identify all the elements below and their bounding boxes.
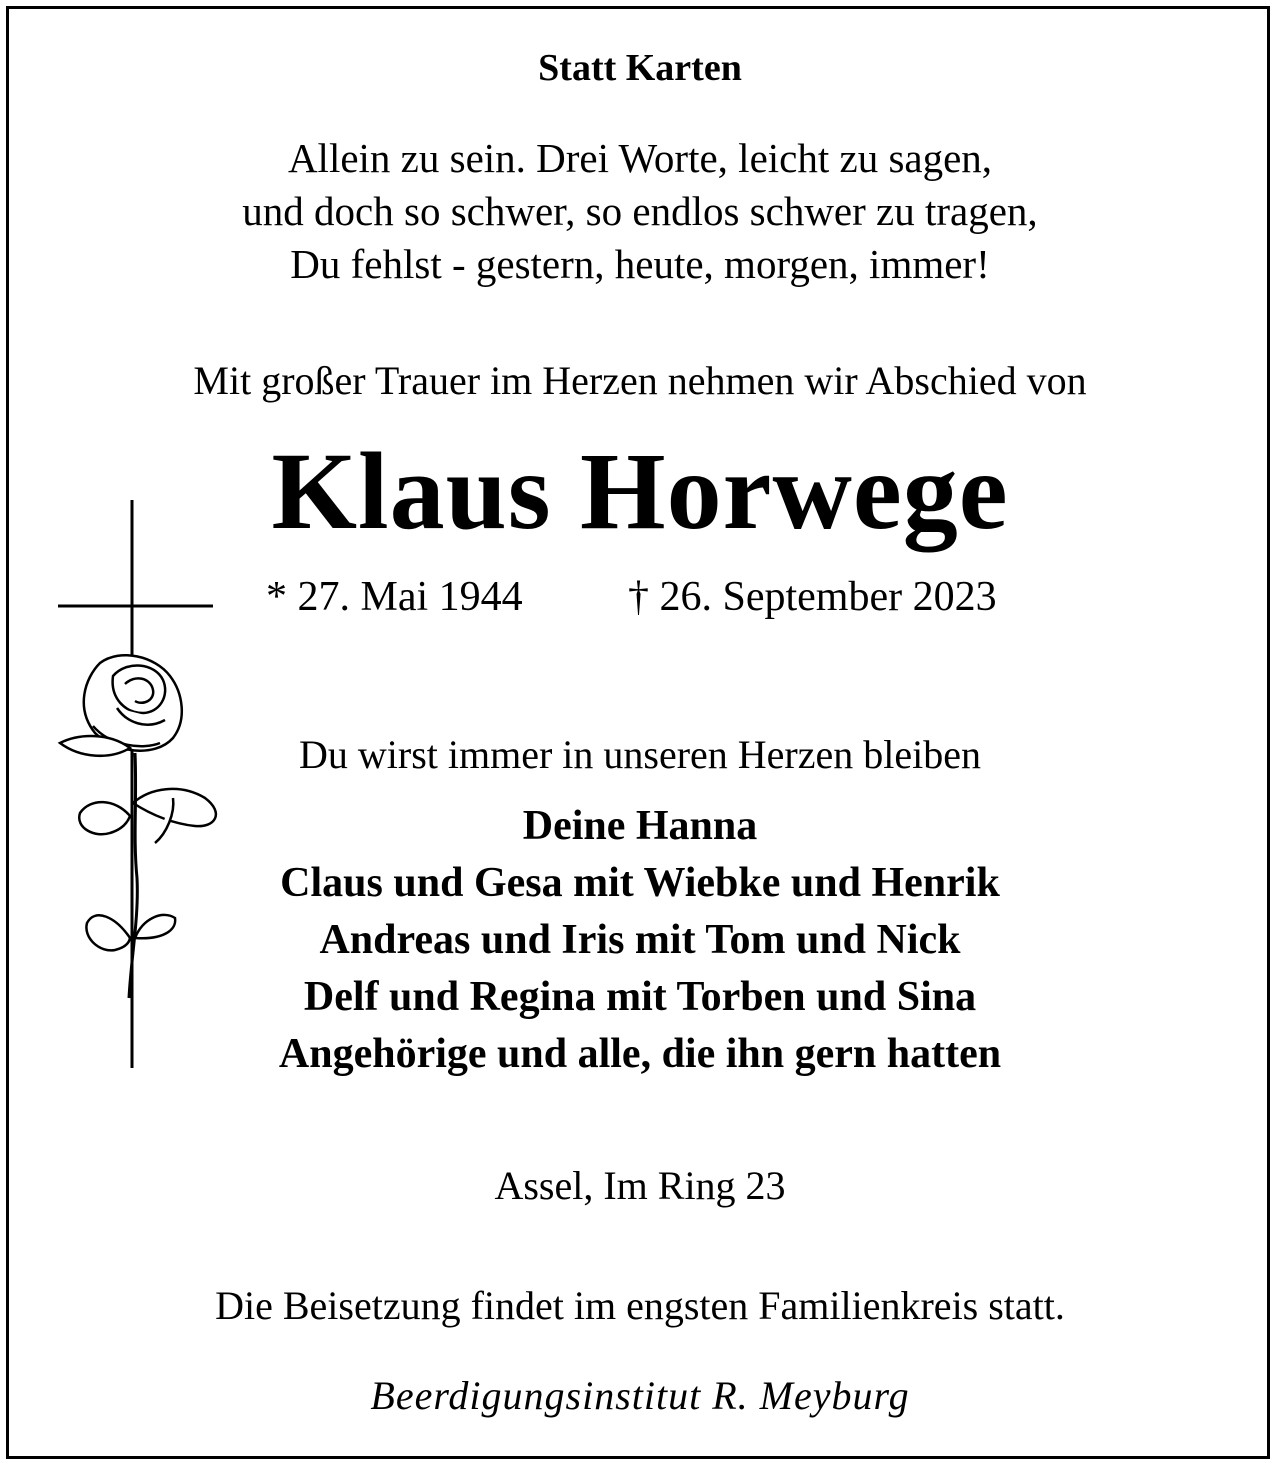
mourner-line: Angehörige und alle, die ihn gern hatten xyxy=(278,1031,1002,1077)
remember-line: Du wirst immer in unseren Herzen bleiben xyxy=(298,732,981,777)
poem-line: Allein zu sein. Drei Worte, leicht zu sagen, xyxy=(287,135,993,181)
death-date: † 26. September 2023 xyxy=(628,574,997,620)
mourner-line: Delf und Regina mit Torben und Sina xyxy=(303,974,977,1020)
farewell-intro: Mit großer Trauer im Herzen nehmen wir Abschied von xyxy=(193,358,1087,403)
mourner-line: Claus und Gesa mit Wiebke und Henrik xyxy=(280,860,1000,906)
poem xyxy=(0,132,1280,291)
poem-line: und doch so schwer, so endlos schwer zu tragen, xyxy=(242,188,1038,234)
mourner-line: Andreas und Iris mit Tom und Nick xyxy=(319,917,961,963)
mourners-list xyxy=(0,798,1280,1083)
notice-header: Statt Karten xyxy=(538,47,742,89)
birth-date: * 27. Mai 1944 xyxy=(266,574,523,620)
mourner-line: Deine Hanna xyxy=(522,803,758,849)
undertaker-signature: Beerdigungsinstitut R. Meyburg xyxy=(370,1373,910,1418)
deceased-name: Klaus Horwege xyxy=(271,430,1009,552)
address: Assel, Im Ring 23 xyxy=(494,1163,786,1208)
burial-note: Die Beisetzung findet im engsten Familienkreis statt. xyxy=(215,1283,1065,1328)
poem-line: Du fehlst - gestern, heute, morgen, immer! xyxy=(290,241,990,287)
